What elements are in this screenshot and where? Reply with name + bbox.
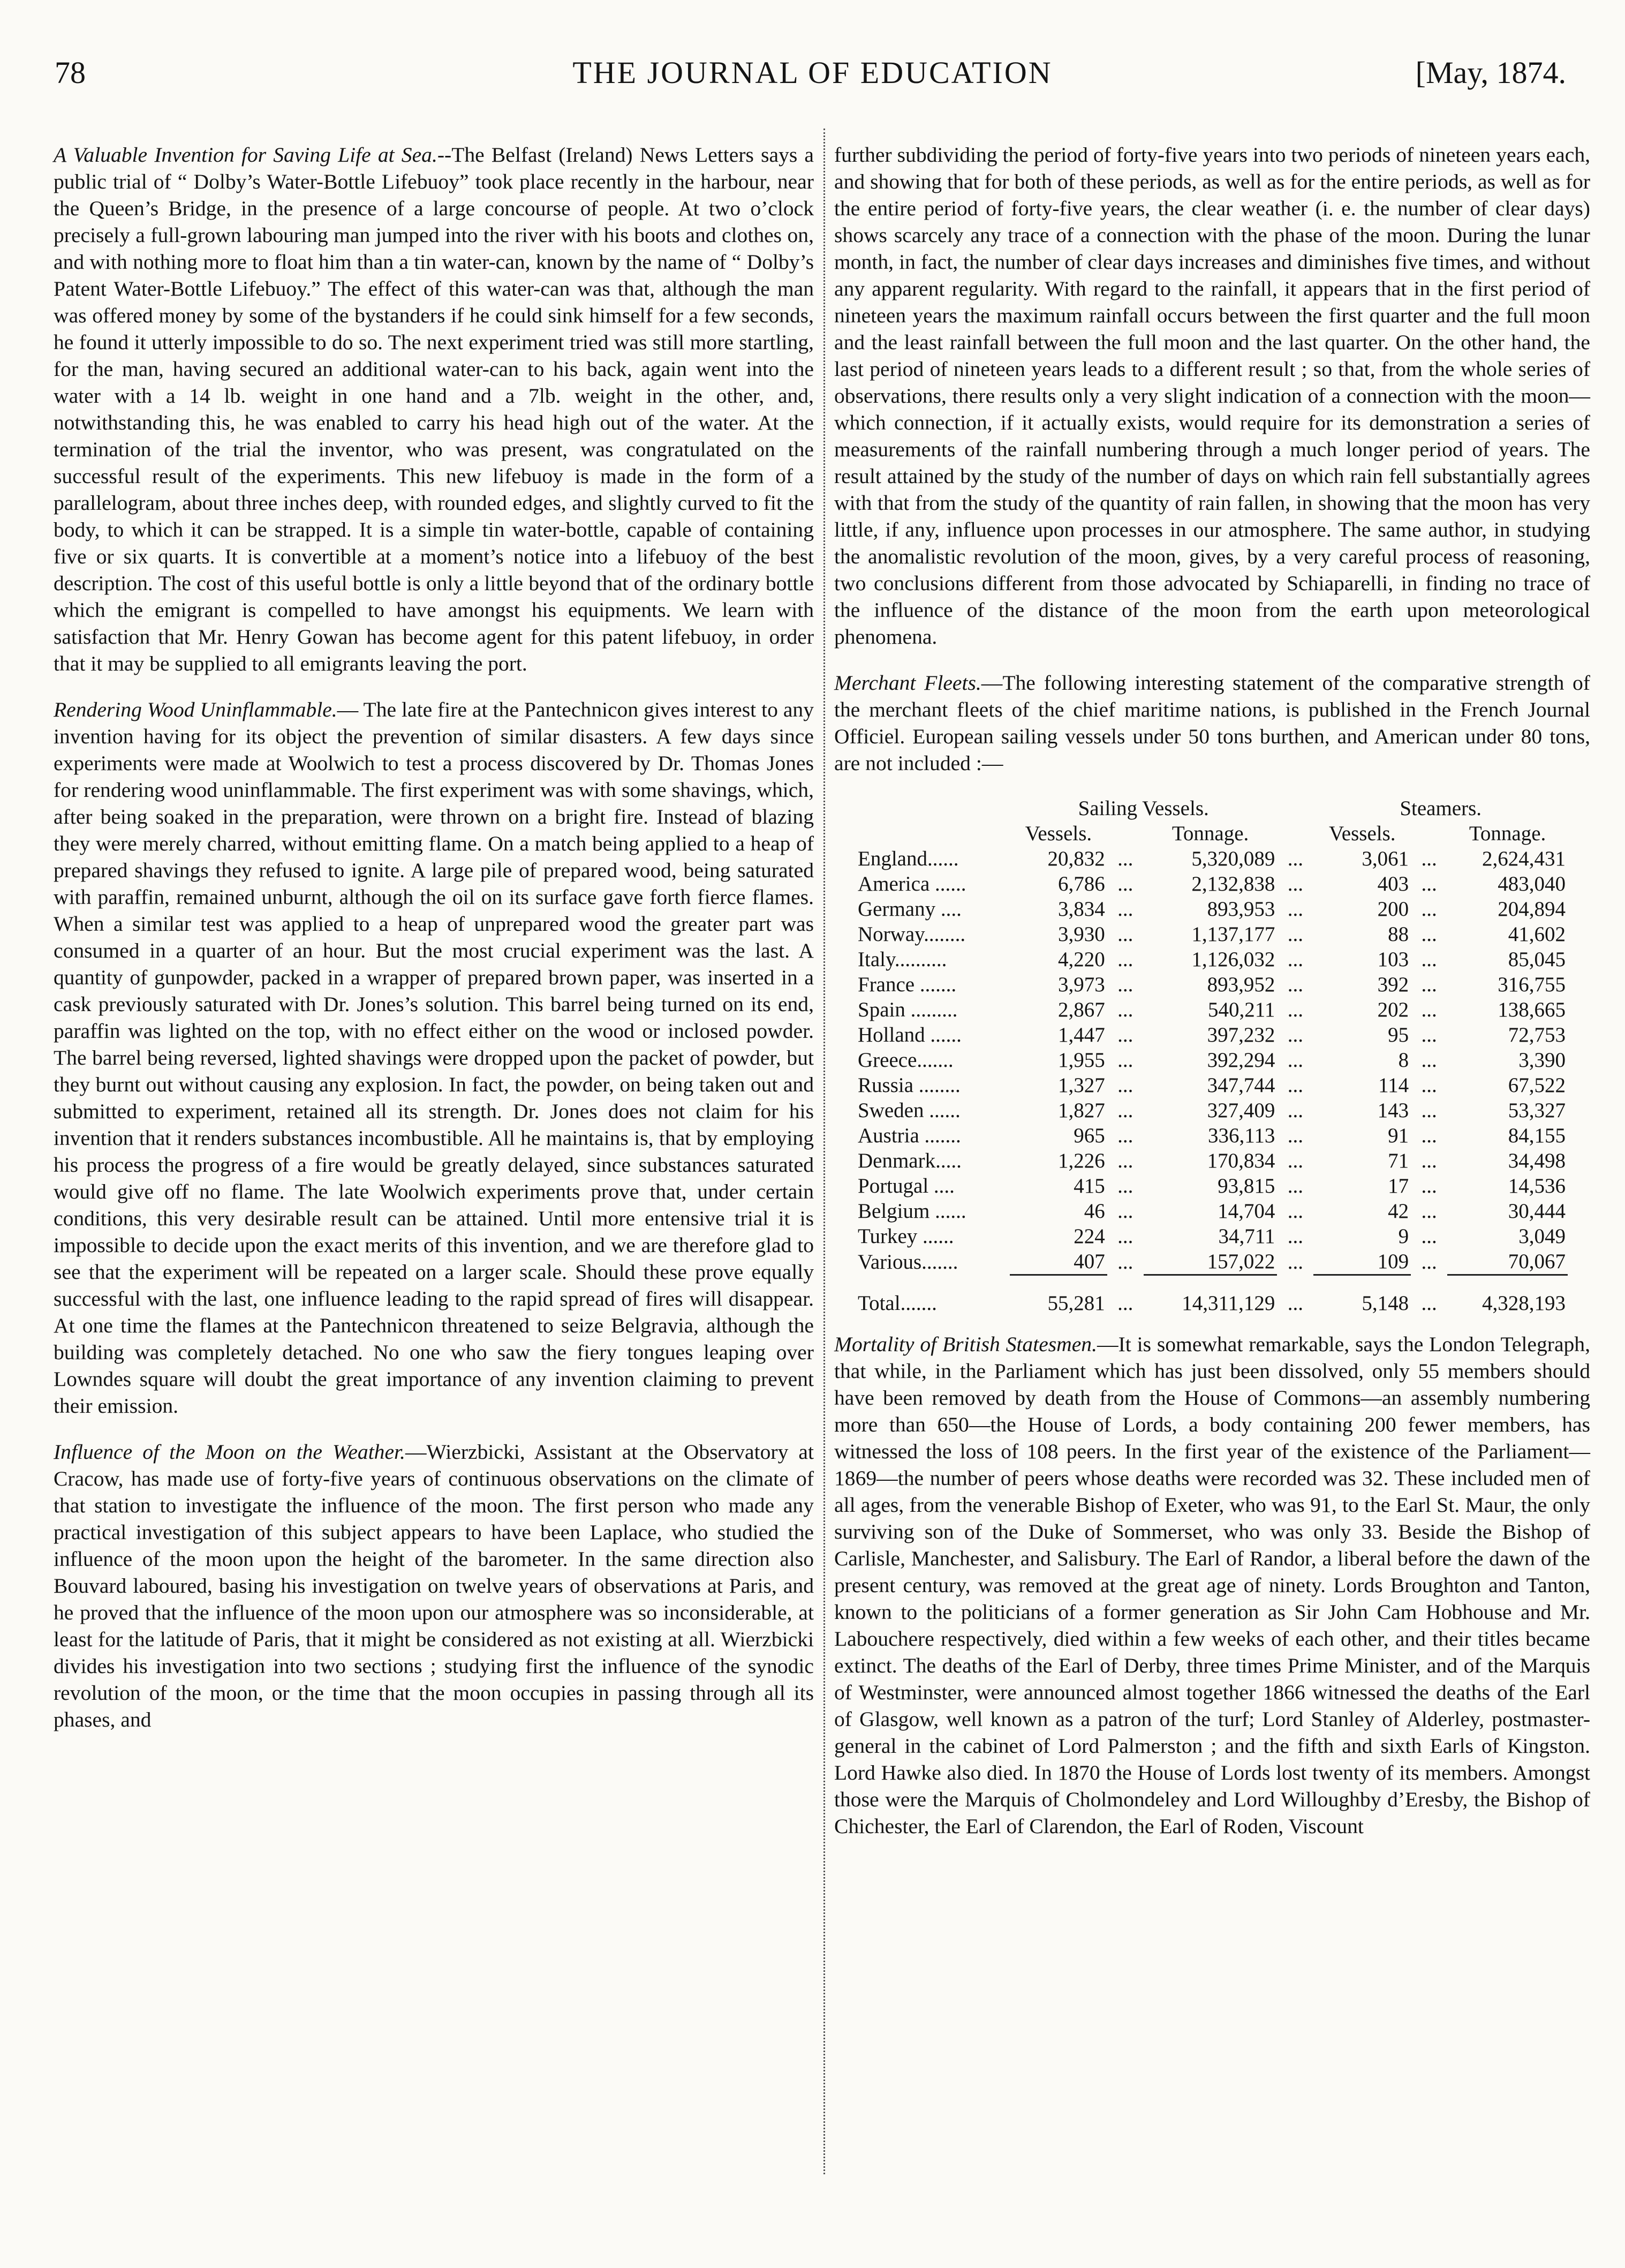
cell-separator: ...	[1287, 1225, 1303, 1248]
cell-separator: ...	[1421, 1292, 1437, 1315]
cell-sailing-tonnage: 397,232	[1207, 1023, 1275, 1046]
table-total-rule	[856, 1275, 1568, 1282]
cell-separator: ...	[1421, 1099, 1437, 1122]
cell-sailing-vessels: 3,973	[1058, 973, 1105, 996]
cell-separator: ...	[1117, 948, 1133, 971]
cell-separator: ...	[1117, 998, 1133, 1021]
cell-steamer-vessels: 5,148	[1362, 1292, 1409, 1315]
cell-separator: ...	[1421, 923, 1437, 946]
cell-separator: ...	[1117, 1225, 1133, 1248]
article-mortality-statesmen	[834, 1331, 1590, 1840]
cell-separator: ...	[1421, 1200, 1437, 1223]
cell-separator: ...	[1287, 1250, 1303, 1274]
cell-sailing-vessels: 1,447	[1058, 1023, 1105, 1046]
cell-sailing-vessels: 6,786	[1058, 872, 1105, 895]
cell-steamer-tonnage: 3,390	[1518, 1049, 1566, 1072]
cell-separator: ...	[1287, 973, 1303, 996]
cell-separator: ...	[1287, 1200, 1303, 1223]
cell-steamer-tonnage: 84,155	[1508, 1124, 1566, 1147]
article-heading: Merchant Fleets.	[834, 671, 981, 695]
cell-steamer-vessels: 109	[1377, 1250, 1409, 1273]
article-wood-uninflammable	[54, 696, 814, 1419]
cell-separator: ...	[1421, 998, 1437, 1021]
cell-separator: ...	[1287, 1074, 1303, 1097]
cell-separator: ...	[1421, 1074, 1437, 1097]
cell-country: Sweden ......	[858, 1099, 961, 1122]
cell-steamer-tonnage: 70,067	[1508, 1250, 1566, 1273]
cell-steamer-tonnage: 67,522	[1508, 1074, 1566, 1097]
cell-steamer-vessels: 103	[1377, 948, 1409, 971]
cell-steamer-tonnage: 53,327	[1508, 1099, 1566, 1122]
article-body: —Wierzbicki, Assistant at the Observatory at Cracow, has made use of forty-five years of continuous observations on the climate of that station to investigate the influence of the moon. The first person who made any practical investigation of this subject appears to have been Laplace, who studied the influence of the moon upon the height of the barometer. In the same direction also Bouvard laboured, basing his investigation on twelve years of observations at Paris, and he proved that the influence of the moon upon our atmosphere was so inconsiderable, at least for the latitude of Paris, that it might be considered as not existing at all. Wierzbicki divides his investigation into two sections ; studying first the influence of the synodic revolution of the moon, or the time that the moon occupies in passing through all its phases, and	[54, 1440, 814, 1731]
cell-country: Greece.......	[858, 1049, 954, 1072]
left-column	[54, 141, 814, 1752]
cell-separator: ...	[1287, 872, 1303, 895]
cell-separator: ...	[1421, 1250, 1437, 1274]
cell-steamer-tonnage: 14,536	[1508, 1174, 1566, 1197]
table-group-header	[856, 796, 1568, 821]
group-sailing-vessels: Sailing Vessels.	[1078, 797, 1209, 820]
cell-sailing-tonnage: 14,704	[1218, 1200, 1275, 1223]
issue-date: [May, 1874.	[1415, 55, 1566, 90]
table-row	[856, 1098, 1568, 1123]
cell-separator: ...	[1287, 898, 1303, 921]
table-column-header	[856, 821, 1568, 846]
cell-country: America ......	[858, 872, 966, 895]
article-body: — The late fire at the Pantechnicon gives interest to any invention having for its object the prevention of similar disasters. A few days since experiments were made at Woolwich to test a process discovered by Dr. Thomas Jones for rendering wood uninflammable. The first experiment was with some shavings, which, after being soaked in the preparation, were thrown on a bright fire. Instead of blazing they were merely charred, without emitting flame. On a match being applied to a heap of prepared shavings they refused to ignite. A large pile of prepared wood, being saturated with paraffin, remained unburnt, although the oil on its surface gave forth fierce flames. When a similar test was applied to a heap of unprepared wood the greater part was consumed in a quarter of an hour. But the most crucial experiment was the last. A quantity of gunpowder, packed in a wrapper of prepared brown paper, was inserted in a cask previously saturated with Dr. Jones’s solution. This barrel being turned on its end, paraffin was lighted on the top, with no effect either on the wood or inclosed powder. The barrel being reversed, lighted shavings were dropped upon the packet of powder, but they burnt out without causing any explosion. In fact, the powder, on being taken out and submitted to experiment, retained all its strength. Dr. Jones does not claim for his invention that it renders substances incombustible. All he maintains is, that by employing his process the progress of a fire would be greatly delayed, since substances saturated would give off no flame. The late Woolwich experiments prove that, under certain conditions, this very desirable result can be attained. Until more entensive trial it is impossible to decide upon the exact merits of this invention, and we are therefore glad to see that the experiment will be repeated on a larger scale. Should these prove equally successful with the last, one influence leading to the rapid spread of fires will disappear. At one time the flames at the Pantechnicon threatened to seize Belgravia, although the building was completely detached. No one who saw the fiery tongues leaping over Lowndes square will doubt the great importance of any invention claiming to prevent their emission.	[54, 698, 814, 1418]
cell-country: Denmark.....	[858, 1149, 962, 1172]
cell-country: Various.......	[858, 1250, 958, 1274]
cell-steamer-tonnage: 72,753	[1508, 1023, 1566, 1046]
table-row	[856, 1148, 1568, 1173]
cell-separator: ...	[1287, 1099, 1303, 1122]
cell-sailing-vessels: 965	[1074, 1124, 1105, 1147]
cell-separator: ...	[1117, 923, 1133, 946]
cell-steamer-vessels: 71	[1388, 1149, 1409, 1172]
table-row	[856, 1224, 1568, 1249]
cell-steamer-vessels: 91	[1388, 1124, 1409, 1147]
cell-sailing-vessels: 1,955	[1058, 1049, 1105, 1072]
cell-separator: ...	[1421, 1225, 1437, 1248]
cell-steamer-tonnage: 2,624,431	[1482, 847, 1566, 870]
cell-separator: ...	[1117, 1174, 1133, 1197]
cell-separator: ...	[1421, 948, 1437, 971]
merchant-fleet-table	[856, 796, 1568, 1316]
cell-separator: ...	[1117, 973, 1133, 996]
cell-steamer-vessels: 9	[1398, 1225, 1409, 1248]
cell-steamer-vessels: 114	[1378, 1074, 1409, 1097]
cell-separator: ...	[1287, 1049, 1303, 1072]
table-total-row	[856, 1281, 1568, 1316]
article-body: --The Belfast (Ireland) News Letters says a public trial of “ Dolby’s Water-Bottle Lifebuoy” took place recently in the harbour, near the Queen’s Bridge, in the presence of a large concourse of people. At two o’clock precisely a full-grown labouring man jumped into the river with his boots and clothes on, and with nothing more to float him than a tin water-can, known by the name of “ Dolby’s Patent Water-Bottle Lifebuoy.” The effect of this water-can was that, although the man was offered money by some of the bystanders if he could sink himself for a few seconds, he found it utterly impossible to do so. The next experiment tried was still more startling, for the man, having secured an additional water-can to his back, again went into the water with a 14 lb. weight in one hand and a 7lb. weight in the other, and, notwithstanding this, he was enabled to carry his head high out of the water. At the termination of the trial the inventor, who was present, was congratulated on the successful result of the experiments. This new lifebuoy is made in the form of a parallelogram, about three inches deep, with rounded edges, and slightly curved to fit the body, to which it can be strapped. It is a simple tin water-bottle, capable of containing five or six quarts. It is convertible at a moment’s notice into a lifebuoy of the best description. The cost of this useful bottle is only a little beyond that of the ordinary bottle which the emigrant is compelled to have amongst his equipments. We learn with satisfaction that Mr. Henry Gowan has become agent for this patent lifebuoy, in order that it may be supplied to all emigrants leaving the port.	[54, 143, 814, 675]
cell-separator: ...	[1287, 1149, 1303, 1172]
cell-separator: ...	[1117, 1250, 1133, 1274]
table-row	[856, 1073, 1568, 1098]
cell-separator: ...	[1421, 898, 1437, 921]
cell-sailing-tonnage: 347,744	[1207, 1074, 1275, 1097]
cell-sailing-tonnage: 14,311,129	[1182, 1292, 1275, 1315]
col-tonnage: Tonnage.	[1469, 822, 1546, 845]
article-merchant-fleets	[834, 669, 1590, 777]
cell-sailing-vessels: 1,226	[1058, 1149, 1105, 1172]
cell-steamer-tonnage: 34,498	[1508, 1149, 1566, 1172]
cell-steamer-vessels: 42	[1388, 1200, 1409, 1223]
cell-sailing-tonnage: 93,815	[1218, 1174, 1275, 1197]
cell-separator: ...	[1117, 1099, 1133, 1122]
cell-separator: ...	[1287, 847, 1303, 870]
cell-sailing-tonnage: 2,132,838	[1191, 872, 1275, 895]
cell-sailing-tonnage: 327,409	[1207, 1099, 1275, 1122]
cell-sailing-vessels: 55,281	[1047, 1292, 1105, 1315]
cell-country: Spain .........	[858, 998, 958, 1021]
cell-steamer-vessels: 202	[1377, 998, 1409, 1021]
cell-sailing-vessels: 407	[1074, 1250, 1105, 1273]
cell-separator: ...	[1117, 1200, 1133, 1223]
cell-sailing-tonnage: 1,137,177	[1191, 923, 1275, 946]
cell-separator: ...	[1117, 1074, 1133, 1097]
table-row	[856, 896, 1568, 922]
table-row	[856, 997, 1568, 1022]
cell-sailing-vessels: 415	[1074, 1174, 1105, 1197]
cell-sailing-tonnage: 1,126,032	[1191, 948, 1275, 971]
article-heading: Influence of the Moon on the Weather.	[54, 1440, 405, 1464]
cell-country: Portugal ....	[858, 1174, 955, 1197]
column-divider	[823, 129, 825, 2174]
article-body: —It is somewhat remarkable, says the London Telegraph, that while, in the Parliament which has just been dissolved, only 55 members should have been removed by death from the House of Commons—an assembly numbering more than 650—the House of Lords, a body containing 200 fewer members, has witnessed the loss of 108 peers. In the first year of the existence of the Parliament—1869—the number of peers whose deaths were recorded was 32. These included men of all ages, from the venerable Bishop of Exeter, who was 91, to the Earl St. Maur, the only surviving son of the Duke of Sommerset, who was only 33. Beside the Bishop of Carlisle, Manchester, and Salisbury. The Earl of Randor, a liberal before the dawn of the present century, was removed at the great age of ninety. Lords Broughton and Tanton, known to the politicians of a former generation as Sir John Cam Hobhouse and Mr. Labouchere respectively, died within a few weeks of each other, and their titles became extinct. The deaths of the Earl of Derby, three times Prime Minister, and of the Marquis of Westminster, were announced almost together 1866 witnessed the deaths of the Earl of Glasgow, well known as a patron of the turf; Lord Stanley of Alderley, postmaster-general in the cabinet of Lord Palmerston ; and the fifth and sixth Earls of Kingston. Lord Hawke also died. In 1870 the House of Lords lost twenty of its members. Amongst those were the Marquis of Cholmondeley and Lord Willoughby d’Eresby, the Bishop of Chichester, the Earl of Clarendon, the Earl of Roden, Viscount	[834, 1332, 1590, 1838]
cell-steamer-tonnage: 204,894	[1498, 898, 1566, 921]
cell-country: Germany ....	[858, 898, 962, 921]
cell-separator: ...	[1287, 998, 1303, 1021]
cell-steamer-tonnage: 483,040	[1498, 872, 1566, 895]
cell-separator: ...	[1287, 1023, 1303, 1046]
right-column	[834, 141, 1590, 1859]
cell-separator: ...	[1117, 1124, 1133, 1147]
cell-steamer-tonnage: 30,444	[1508, 1200, 1566, 1223]
cell-country: Austria .......	[858, 1124, 961, 1147]
cell-steamer-tonnage: 41,602	[1508, 923, 1566, 946]
article-heading: A Valuable Invention for Saving Life at Sea.	[54, 143, 437, 167]
table-row	[856, 1123, 1568, 1148]
table-row	[856, 1199, 1568, 1224]
cell-steamer-vessels: 17	[1388, 1174, 1409, 1197]
cell-country: Total.......	[858, 1292, 937, 1315]
cell-separator: ...	[1117, 1292, 1133, 1315]
table-body	[856, 846, 1568, 1316]
cell-steamer-vessels: 200	[1377, 898, 1409, 921]
cell-steamer-vessels: 403	[1377, 872, 1409, 895]
page-number: 78	[55, 55, 86, 90]
cell-country: France .......	[858, 973, 957, 996]
cell-steamer-vessels: 392	[1377, 973, 1409, 996]
cell-steamer-tonnage: 138,665	[1498, 998, 1566, 1021]
cell-separator: ...	[1421, 1124, 1437, 1147]
cell-sailing-tonnage: 34,711	[1218, 1225, 1275, 1248]
article-heading: Mortality of British Statesmen.	[834, 1332, 1097, 1356]
table-row	[856, 1048, 1568, 1073]
cell-separator: ...	[1287, 948, 1303, 971]
table-row	[856, 922, 1568, 947]
cell-separator: ...	[1117, 847, 1133, 870]
cell-sailing-tonnage: 392,294	[1207, 1049, 1275, 1072]
table-row	[856, 846, 1568, 871]
cell-separator: ...	[1421, 1023, 1437, 1046]
cell-country: England......	[858, 847, 959, 870]
table-row	[856, 871, 1568, 896]
cell-separator: ...	[1421, 847, 1437, 870]
cell-sailing-tonnage: 540,211	[1208, 998, 1275, 1021]
article-moon-weather	[54, 1438, 814, 1733]
cell-separator: ...	[1421, 1174, 1437, 1197]
cell-sailing-vessels: 3,834	[1058, 898, 1105, 921]
cell-sailing-vessels: 4,220	[1058, 948, 1105, 971]
cell-separator: ...	[1421, 872, 1437, 895]
cell-separator: ...	[1287, 1292, 1303, 1315]
cell-sailing-vessels: 3,930	[1058, 923, 1105, 946]
cell-sailing-tonnage: 893,953	[1207, 898, 1275, 921]
cell-steamer-tonnage: 4,328,193	[1482, 1292, 1566, 1315]
cell-sailing-vessels: 1,827	[1058, 1099, 1105, 1122]
cell-steamer-tonnage: 316,755	[1498, 973, 1566, 996]
table-row	[856, 972, 1568, 997]
cell-steamer-vessels: 8	[1398, 1049, 1409, 1072]
table-row	[856, 1173, 1568, 1199]
cell-separator: ...	[1117, 898, 1133, 921]
cell-country: Russia ........	[858, 1074, 961, 1097]
cell-steamer-tonnage: 3,049	[1518, 1225, 1566, 1248]
article-lifebuoy	[54, 141, 814, 677]
table-row	[856, 1249, 1568, 1275]
cell-country: Holland ......	[858, 1023, 962, 1046]
page-header	[43, 51, 1582, 94]
cell-sailing-tonnage: 157,022	[1207, 1250, 1275, 1273]
cell-steamer-vessels: 88	[1388, 923, 1409, 946]
table-row	[856, 1022, 1568, 1048]
cell-separator: ...	[1117, 1149, 1133, 1172]
col-tonnage: Tonnage.	[1171, 822, 1249, 845]
cell-country: Turkey ......	[858, 1225, 954, 1248]
cell-separator: ...	[1421, 1049, 1437, 1072]
col-vessels: Vessels.	[1025, 822, 1092, 845]
cell-separator: ...	[1287, 1124, 1303, 1147]
cell-sailing-tonnage: 336,113	[1208, 1124, 1275, 1147]
article-heading: Rendering Wood Uninflammable.	[54, 698, 337, 721]
cell-sailing-tonnage: 893,952	[1207, 973, 1275, 996]
cell-sailing-tonnage: 170,834	[1207, 1149, 1275, 1172]
cell-country: Italy..........	[858, 948, 947, 971]
cell-steamer-vessels: 95	[1388, 1023, 1409, 1046]
cell-separator: ...	[1287, 1174, 1303, 1197]
cell-steamer-tonnage: 85,045	[1508, 948, 1566, 971]
cell-separator: ...	[1421, 1149, 1437, 1172]
article-moon-weather-continued: further subdividing the period of forty-five years into two periods of nineteen years each, and showing that for both of these periods, as well as for the entire periods, as well as for the entire period of forty-five years, the clear weather (i. e. the number of clear days) shows scarcely any trace of a connection with the phase of the moon. During the lunar month, in fact, the number of clear days increases and diminishes five times, and without any apparent regularity. With regard to the rainfall, it appears that in the first period of nineteen years the maximum rainfall occurs between the first quarter and the full moon and the least rainfall between the full moon and the last quarter. On the other hand, the last period of nineteen years leads to a different result ; so that, from the whole series of observations, there results only a very slight indication of a connection with the moon—which connection, if it actually exists, would require for its demonstration a series of measurements of the rainfall numbering through a much longer period of years. The result attained by the study of the number of days on which rain fell substantially agrees with that from the study of the quantity of rain fallen, in showing that the moon has very little, if any, influence upon processes in our atmosphere. The same author, in studying the anomalistic revolution of the moon, gives, by a very careful process of reasoning, two conclusions different from those advocated by Schiaparelli, in finding no trace of the influence of the distance of the moon from the earth upon meteorological phenomena.	[834, 143, 1590, 649]
cell-sailing-vessels: 1,327	[1058, 1074, 1105, 1097]
col-vessels: Vessels.	[1328, 822, 1396, 845]
cell-country: Belgium ......	[858, 1200, 966, 1223]
table-row	[856, 947, 1568, 972]
cell-separator: ...	[1421, 973, 1437, 996]
journal-title: THE JOURNAL OF EDUCATION	[572, 55, 1053, 90]
article-body: —The following interesting statement of the comparative strength of the merchant fleets of the chief maritime nations, is published in the French Journal Officiel. European sailing vessels under 50 tons burthen, and American under 80 tons, are not included :—	[834, 671, 1590, 775]
cell-sailing-vessels: 46	[1084, 1200, 1105, 1223]
cell-sailing-vessels: 20,832	[1047, 847, 1105, 870]
cell-sailing-tonnage: 5,320,089	[1191, 847, 1275, 870]
cell-sailing-vessels: 224	[1074, 1225, 1105, 1248]
cell-steamer-vessels: 3,061	[1362, 847, 1409, 870]
cell-sailing-vessels: 2,867	[1058, 998, 1105, 1021]
cell-separator: ...	[1117, 872, 1133, 895]
cell-separator: ...	[1117, 1023, 1133, 1046]
cell-country: Norway........	[858, 923, 966, 946]
cell-separator: ...	[1287, 923, 1303, 946]
group-steamers: Steamers.	[1400, 797, 1482, 820]
cell-separator: ...	[1117, 1049, 1133, 1072]
cell-steamer-vessels: 143	[1377, 1099, 1409, 1122]
